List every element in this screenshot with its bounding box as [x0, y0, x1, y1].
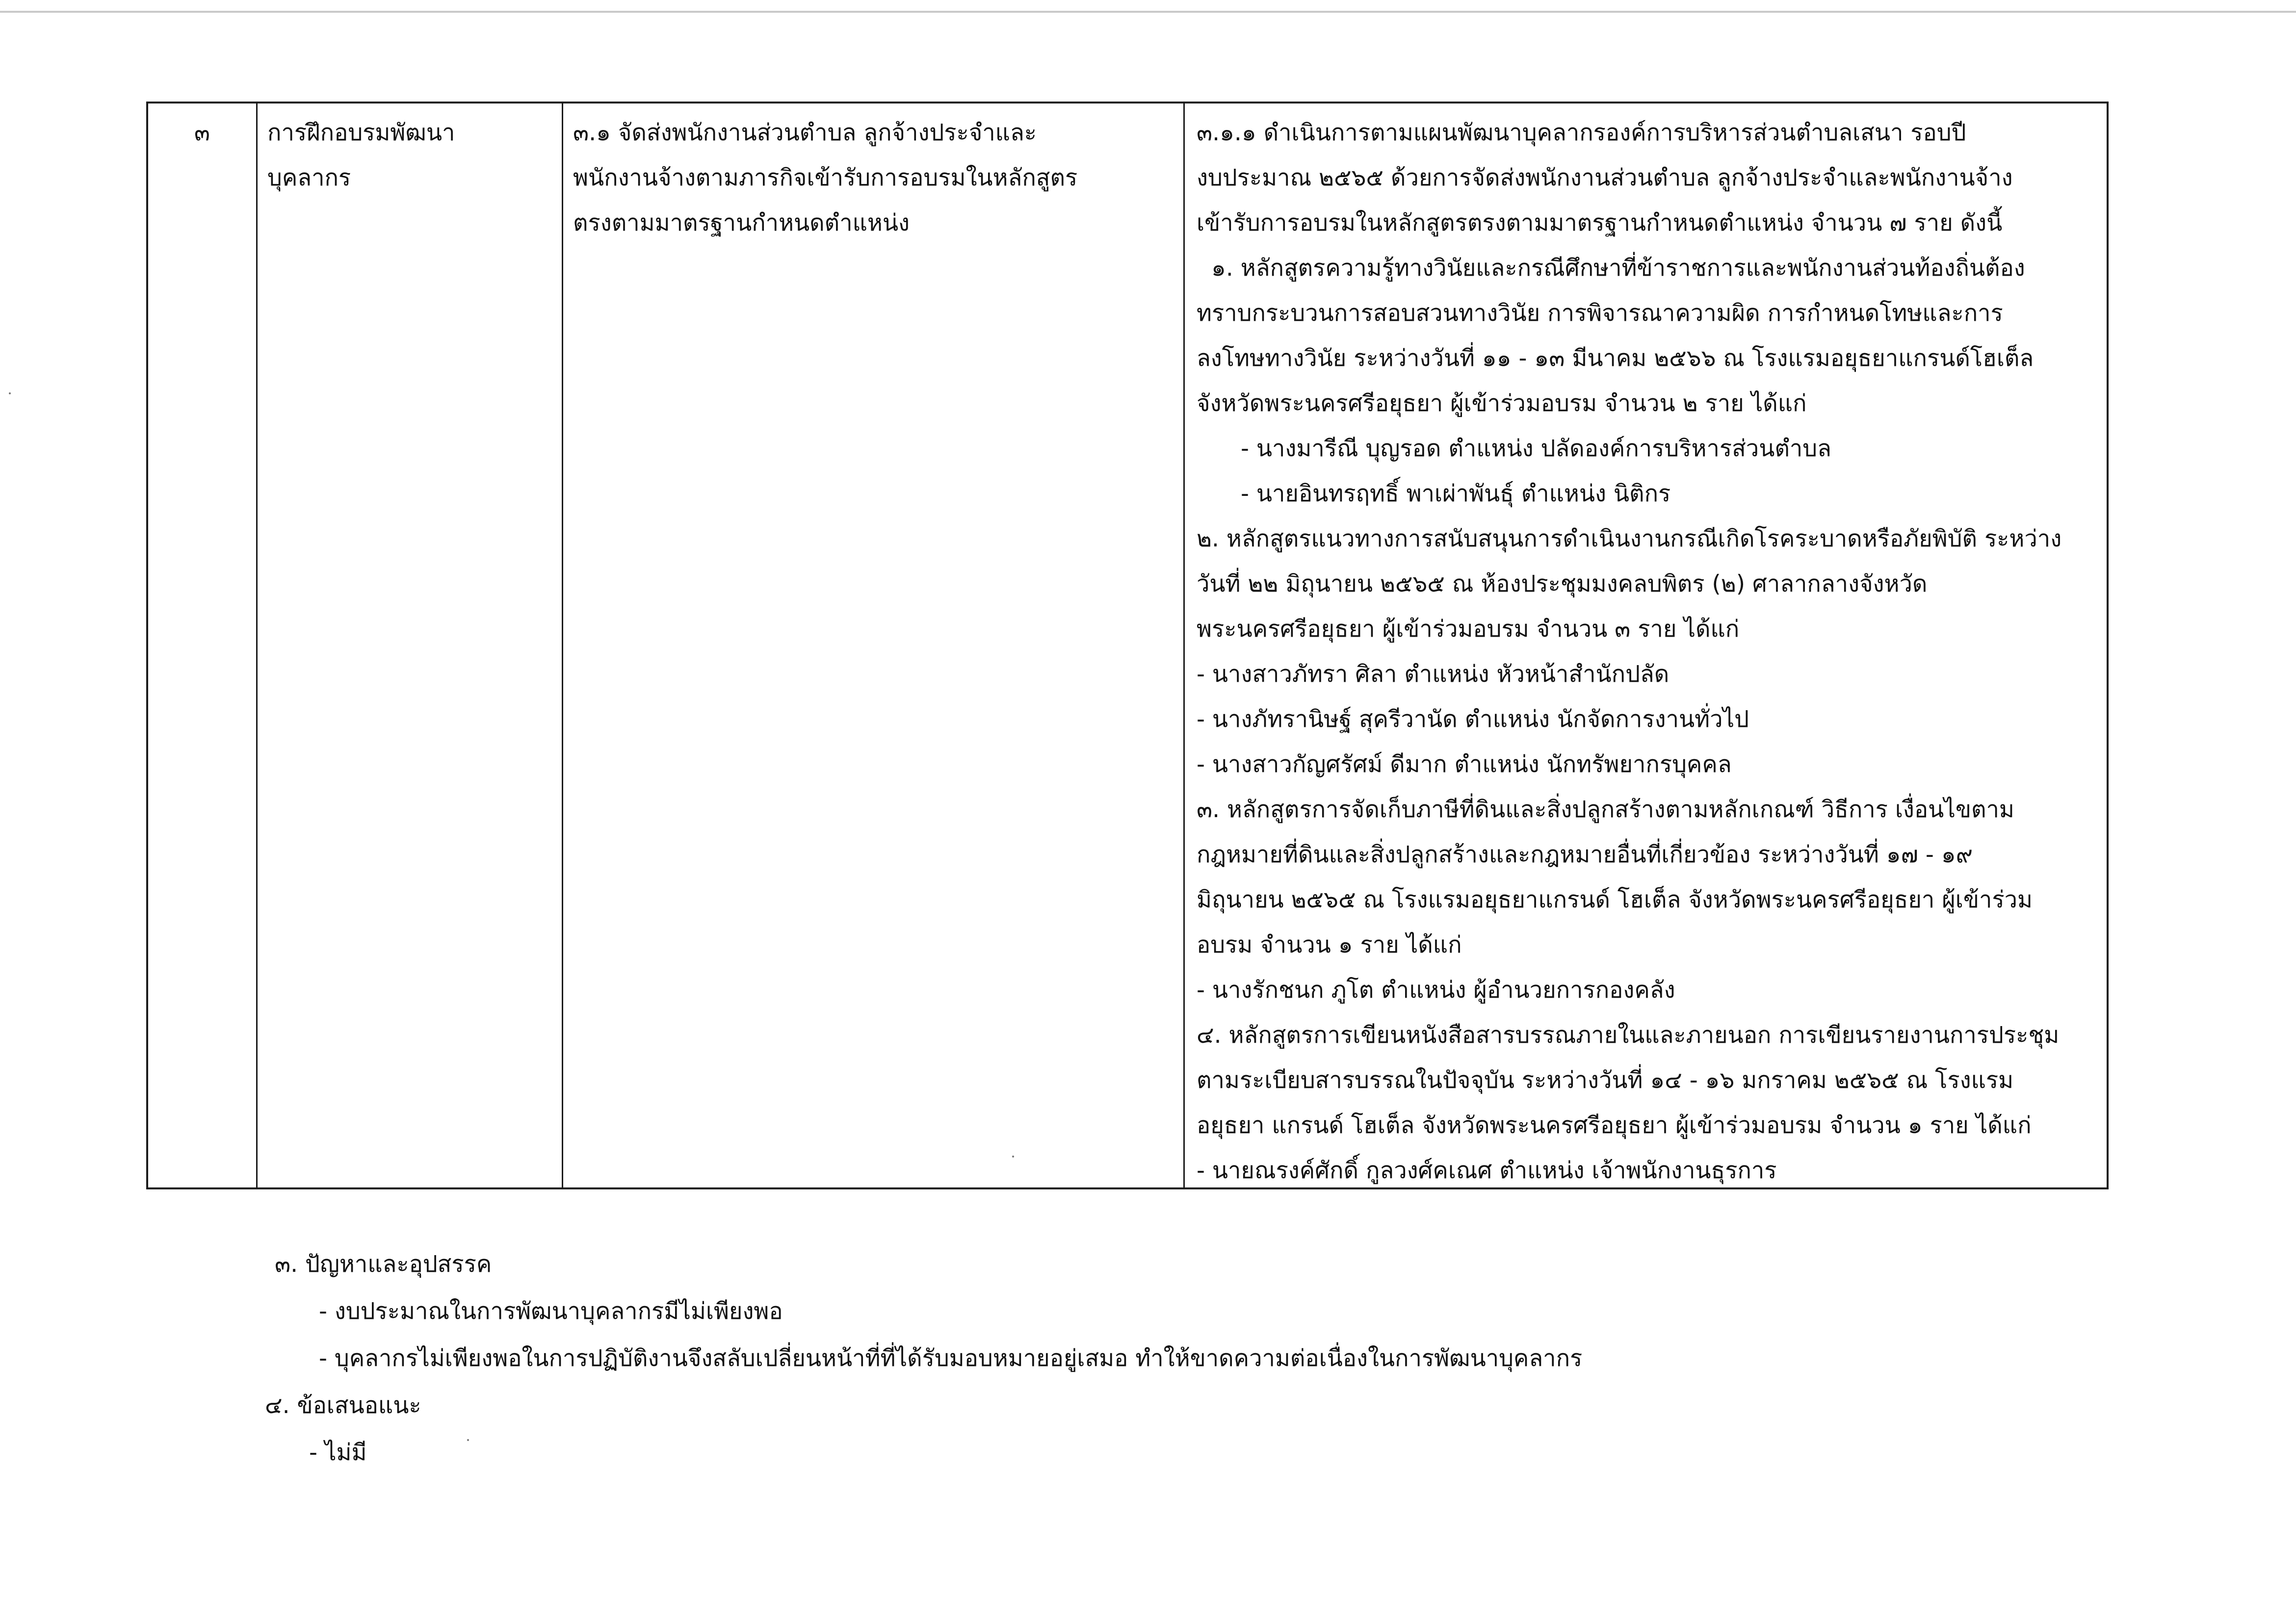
topic-cell: [258, 103, 562, 207]
result-line: กฎหมายที่ดินและสิ่งปลูกสร้างและกฎหมายอื่นที่เกี่ยวข้อง ระหว่างวันที่ ๑๗ - ๑๙: [1197, 841, 1973, 868]
column-divider: [562, 103, 563, 1187]
result-line: จังหวัดพระนครศรีอยุธยา ผู้เข้าร่วมอบรม จำนวน ๒ ราย ได้แก่: [1197, 390, 1807, 417]
participant-item: - นายอินทรฤทธิ์ พาเผ่าพันธุ์ ตำแหน่ง นิติกร: [1241, 480, 1671, 507]
column-divider: [256, 103, 258, 1187]
training-table: [146, 102, 2109, 1189]
result-line: มิถุนายน ๒๕๖๕ ณ โรงแรมอยุธยาแกรนด์ โฮเต็ล จังหวัดพระนครศรีอยุธยา ผู้เข้าร่วม: [1197, 886, 2033, 913]
course-2-heading: ๒. หลักสูตรแนวทางการสนับสนุนการดำเนินงานกรณีเกิดโรคระบาดหรือภัยพิบัติ ระหว่าง: [1197, 525, 2062, 552]
result-line: ๓.๑.๑ ดำเนินการตามแผนพัฒนาบุคลากรองค์การบริหารส่วนตำบลเสนา รอบปี: [1197, 119, 1966, 146]
participant-item: - นางรักชนก ภูโต ตำแหน่ง ผู้อำนวยการกองคลัง: [1197, 977, 1675, 1004]
result-line: พระนครศรีอยุธยา ผู้เข้าร่วมอบรม จำนวน ๓ ราย ได้แก่: [1197, 616, 1740, 643]
problem-item: - บุคลากรไม่เพียงพอในการปฏิบัติงานจึงสลับเปลี่ยนหน้าที่ที่ได้รับมอบหมายอยู่เสมอ ทำให้ขาดความต่อเนื่องในการพัฒนาบุคลากร: [319, 1345, 1583, 1372]
activity-line: ตรงตามมาตรฐานกำหนดตำแหน่ง: [573, 209, 910, 236]
participant-item: - นางภัทรานิษฐ์ สุครีวานัด ตำแหน่ง นักจัดการงานทั่วไป: [1197, 706, 1749, 733]
course-3-heading: ๓. หลักสูตรการจัดเก็บภาษีที่ดินและสิ่งปลูกสร้างตามหลักเกณฑ์ วิธีการ เงื่อนไขตาม: [1197, 796, 2014, 823]
course-1-heading: ๑. หลักสูตรความรู้ทางวินัยและกรณีศึกษาที่ข้าราชการและพนักงานส่วนท้องถิ่นต้อง: [1211, 255, 2025, 282]
result-line: อบรม จำนวน ๑ ราย ได้แก่: [1197, 931, 1462, 958]
result-line: เข้ารับการอบรมในหลักสูตรตรงตามมาตรฐานกำหนดตำแหน่ง จำนวน ๗ ราย ดังนี้: [1197, 209, 2003, 236]
topic-line: บุคลากร: [267, 164, 351, 191]
activity-cell: [563, 103, 1183, 253]
result-line: วันที่ ๒๒ มิถุนายน ๒๕๖๕ ณ ห้องประชุมมงคลบพิตร (๒) ศาลากลางจังหวัด: [1197, 570, 1928, 597]
result-line: ตามระเบียบสารบรรณในปัจจุบัน ระหว่างวันที่ ๑๔ - ๑๖ มกราคม ๒๕๖๕ ณ โรงแรม: [1197, 1067, 2014, 1094]
participant-item: - นางสาวกัญศรัศม์ ดีมาก ตำแหน่ง นักทรัพยากรบุคคล: [1197, 751, 1732, 778]
row-number-cell: [148, 103, 256, 162]
activity-line: ๓.๑ จัดส่งพนักงานส่วนตำบล ลูกจ้างประจำและ: [573, 119, 1037, 146]
result-line: อยุธยา แกรนด์ โฮเต็ล จังหวัดพระนครศรีอยุธยา ผู้เข้าร่วมอบรม จำนวน ๑ ราย ได้แก่: [1197, 1112, 2032, 1139]
result-line: ทราบกระบวนการสอบสวนทางวินัย การพิจารณาความผิด การกำหนดโทษและการ: [1197, 300, 2003, 327]
course-4-heading: ๔. หลักสูตรการเขียนหนังสือสารบรรณภายในและภายนอก การเขียนรายงานการประชุม: [1197, 1022, 2060, 1049]
topic-line: การฝึกอบรมพัฒนา: [267, 119, 455, 146]
row-number: ๓: [194, 119, 210, 146]
problems-and-suggestions: [265, 1241, 1583, 1476]
result-cell: [1185, 103, 2107, 1200]
section-3-heading: ๓. ปัญหาและอุปสรรค: [275, 1251, 492, 1278]
scan-top-edge: [0, 11, 2296, 13]
result-line: ลงโทษทางวินัย ระหว่างวันที่ ๑๑ - ๑๓ มีนาคม ๒๕๖๖ ณ โรงแรมอยุธยาแกรนด์โฮเต็ล: [1197, 345, 2034, 372]
participant-item: - นางสาวภัทรา ศิลา ตำแหน่ง หัวหน้าสำนักปลัด: [1197, 661, 1670, 688]
result-line: งบประมาณ ๒๕๖๕ ด้วยการจัดส่งพนักงานส่วนตำบล ลูกจ้างประจำและพนักงานจ้าง: [1197, 164, 2013, 191]
scan-speck: [9, 392, 11, 394]
participant-item: - นางมารีณี บุญรอด ตำแหน่ง ปลัดองค์การบริหารส่วนตำบล: [1241, 435, 1831, 462]
activity-line: พนักงานจ้างตามภารกิจเข้ารับการอบรมในหลักสูตร: [573, 164, 1078, 191]
participant-item: - นายณรงค์ศักดิ์ กูลวงศ์คเณศ ตำแหน่ง เจ้าพนักงานธุรการ: [1197, 1157, 1777, 1184]
section-4-heading: ๔. ข้อเสนอแนะ: [265, 1392, 421, 1419]
suggestion-item: - ไม่มี: [309, 1439, 367, 1466]
problem-item: - งบประมาณในการพัฒนาบุคลากรมีไม่เพียงพอ: [319, 1298, 783, 1325]
